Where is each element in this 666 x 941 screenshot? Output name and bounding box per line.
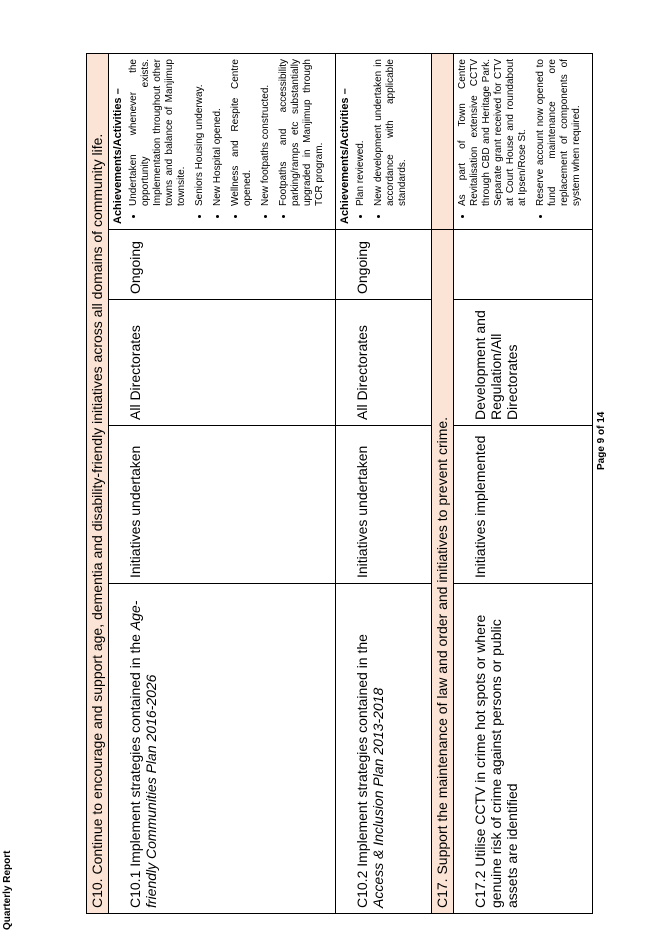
strategy-description: C10.2 Implement strategies contained in the Access & Inclusion Plan 2013-2018 (336, 584, 432, 914)
list-item: • Undertaken whenever the opportunity exists. Implementation throughout other towns and balance of Manjimup townsite. (128, 59, 188, 206)
achievements-list (457, 59, 583, 224)
achievements-heading: Achievements/Activities – (112, 88, 124, 224)
timeframe-cell (454, 230, 593, 300)
strategy-description: C17.2 Utilise CCTV in crime hot spots or where genuine risk of crime against persons or public assets are identified (454, 584, 593, 914)
measure-cell: Initiatives implemented (454, 426, 593, 584)
measure-cell: Initiatives undertaken (109, 426, 336, 584)
strategy-table (86, 53, 593, 914)
responsible-cell: All Directorates (109, 300, 336, 426)
strategy-description: C10.1 Implement strategies contained in the Age-friendly Communities Plan 2016-2026 (109, 584, 336, 914)
list-item: • New footpaths constructed. (260, 59, 272, 206)
measure-cell: Initiatives undertaken (336, 426, 432, 584)
section-heading: C10. Continue to encourage and support age, dementia and disability-friendly initiatives across all domains of community life. (87, 54, 109, 914)
achievements-cell (109, 54, 336, 230)
list-item: • New development undertaken in accordance with applicable standards. (373, 59, 409, 206)
list-item: • As part of Town Centre Revitalisation extensive CCTV through CBD and Heritage Park. Separate grant received for CTV at Court House and roundabout at Ipsen/Rose St. (457, 59, 529, 206)
rotated-table-area (86, 54, 582, 914)
list-item: • Plan reviewed. (355, 59, 367, 206)
responsible-cell: All Directorates (336, 300, 432, 426)
list-item: • Footpaths and accessibility parking/ramps etc substantially upgraded in Manjimup through TCR program. (278, 59, 326, 206)
timeframe-cell: Ongoing (109, 230, 336, 300)
list-item: • New Hospital opened. (212, 59, 224, 206)
page-number: Page 9 of 14 (596, 411, 607, 470)
achievements-heading: Achievements/Activities – (339, 88, 351, 224)
section-heading-row (432, 54, 454, 914)
list-item: • Reserve account now opened to fund maintenance ore replacement of components of system when required. (535, 59, 583, 206)
achievements-cell (336, 54, 432, 230)
timeframe-cell: Ongoing (336, 230, 432, 300)
table-row (336, 54, 432, 914)
report-title-footer: Quarterly Report (2, 850, 13, 930)
section-heading-empty-cell (432, 54, 454, 230)
list-item: • Wellness and Respite Centre opened. (230, 59, 254, 206)
table-row (109, 54, 336, 914)
table-row (454, 54, 593, 914)
achievements-list (355, 59, 409, 224)
section-heading-row (87, 54, 109, 914)
responsible-cell: Development and Regulation/All Directorates (454, 300, 593, 426)
section-heading: C17. Support the maintenance of law and order and initiatives to prevent crime. (432, 230, 454, 914)
achievements-cell (454, 54, 593, 230)
list-item: • Seniors Housing underway. (194, 59, 206, 206)
achievements-list (128, 59, 326, 224)
